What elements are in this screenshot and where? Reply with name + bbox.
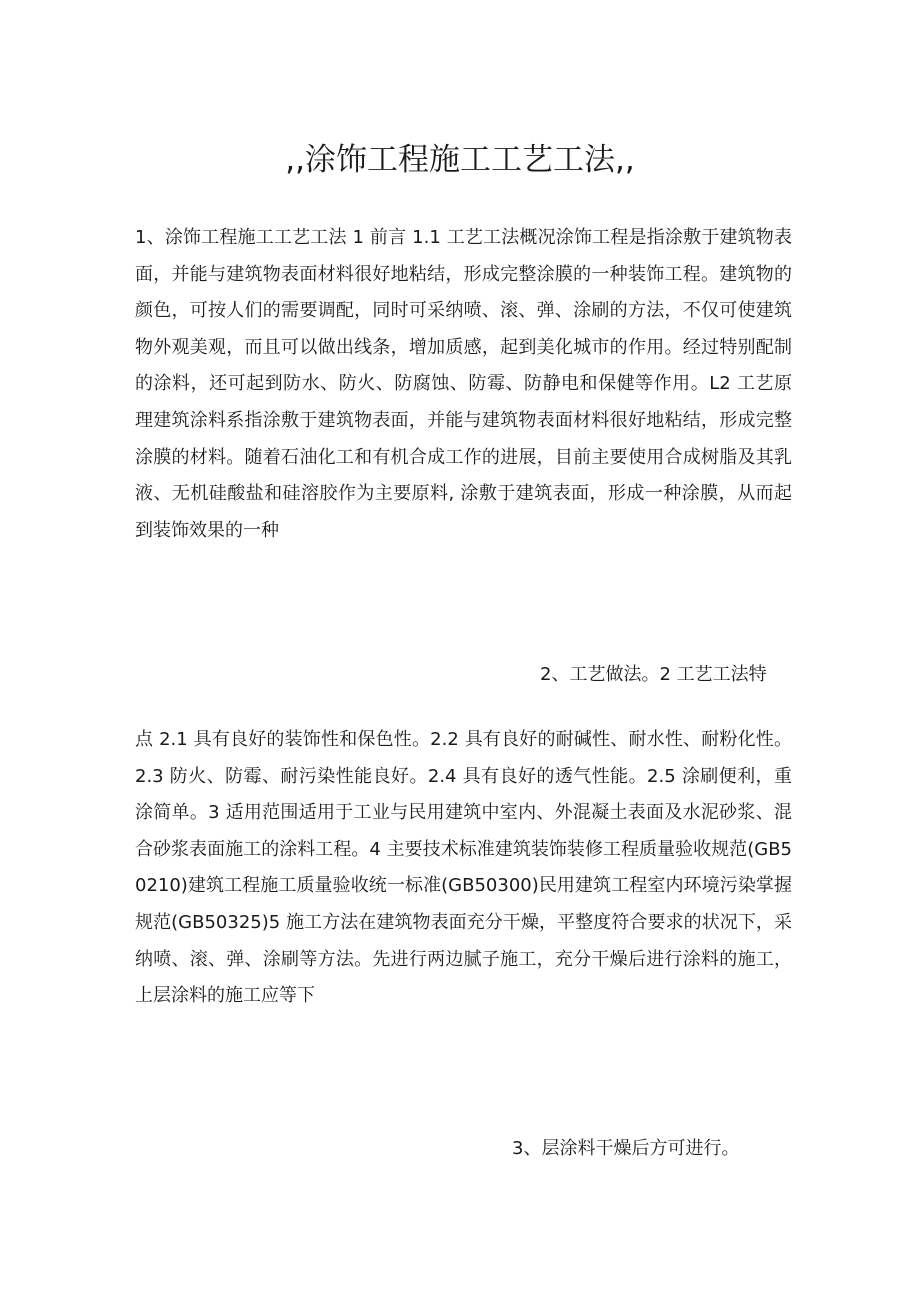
body-paragraph-2: 点 2.1 具有良好的装饰性和保色性。2.2 具有良好的耐碱性、耐水性、耐粉化性。2.3 防火、防霉、耐污染性能良好。2.4 具有良好的透气性能。2.5 涂刷便利，重涂简单。3 适用范围适用于工业与民用建筑中室内、外混凝土表面及水泥砂浆、混合砂浆表面施工的涂料工程。4 主要技术标准建筑装饰装修工程质量验收规范(GB50210)建筑工程施工质量验收统一标准(GB50300)民用建筑工程室内环境污染掌握规范(GB50325)5 施工方法在建筑物表面充分干燥，平整度符合要求的状况下，采纳喷、滚、弹、涂刷等方法。先进行两边腻子施工，充分干燥后进行涂料的施工，上层涂料的施工应等下: [135, 729, 792, 1007]
section-marker-3: 3、层涂料干燥后方可进行。: [512, 1138, 740, 1159]
body-paragraph-1: 1、涂饰工程施工工艺工法 1 前言 1.1 工艺工法概况涂饰工程是指涂敷于建筑物表面，并能与建筑物表面材料很好地粘结，形成完整涂膜的一种装饰工程。建筑物的颜色，可按人们的需要调配，同时可采纳喷、滚、弹、涂刷的方法，不仅可使建筑物外观美观，而且可以做出线条，增加质感，起到美化城市的作用。经过特别配制的涂料，还可起到防水、防火、防腐蚀、防霉、防静电和保健等作用。L2 工艺原理建筑涂料系指涂敷于建筑物表面，并能与建筑物表面材料很好地粘结，形成完整涂膜的材料。随着石油化工和有机合成工作的进展，目前主要使用合成树脂及其乳液、无机硅酸盐和硅溶胶作为主要原料, 涂敷于建筑表面，形成一种涂膜，从而起到装饰效果的一种: [135, 227, 792, 541]
section-marker-2: 2、工艺做法。2 工艺工法特: [540, 664, 767, 685]
document-title: ,,涂饰工程施工工艺工法,,: [285, 142, 635, 178]
